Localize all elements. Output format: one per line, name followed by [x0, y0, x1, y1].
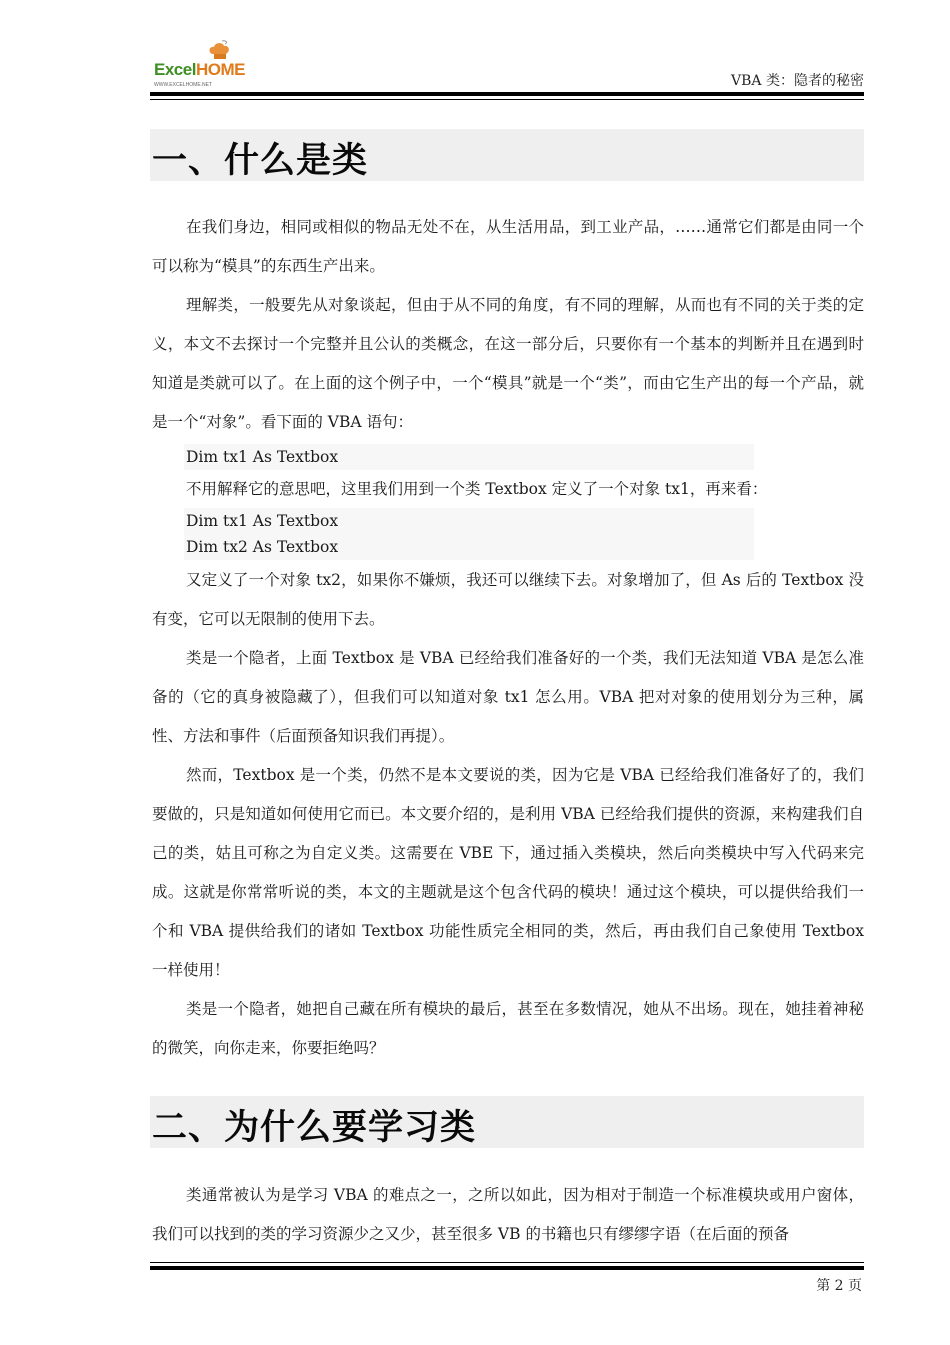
header-rule-thick — [150, 92, 864, 96]
code-line: Dim tx1 As Textbox — [186, 512, 339, 530]
code-line: Dim tx1 As Textbox — [186, 448, 339, 466]
code-block — [184, 508, 754, 560]
paragraph: 类是一个隐者，她把自己藏在所有模块的最后，甚至在多数情况，她从不出场。现在，她挂着神秘的微笑，向你走来，你要拒绝吗？ — [152, 1000, 864, 1057]
logo-wordmark: ExcelHOME — [154, 60, 245, 79]
footer-rule-thin — [150, 1262, 864, 1263]
document-title: VBA 类：隐者的秘密 — [731, 73, 864, 89]
excelhome-logo — [152, 40, 252, 88]
paragraph: 不用解释它的意思吧，这里我们用到一个类 Textbox 定义了一个对象 tx1，再来看： — [186, 480, 768, 498]
code-block — [184, 444, 754, 470]
footer-rule-thick — [150, 1266, 864, 1270]
paragraph: 类是一个隐者，上面 Textbox 是 VBA 已经给我们准备好的一个类，我们无法知道 VBA 是怎么准备的（它的真身被隐藏了），但我们可以知道对象 tx1 怎么用。VBA 把对对象的使用划分为三种，属性、方法和事件（后面预备知识我们再提）。 — [152, 649, 864, 745]
logo-chef-hat-icon — [204, 40, 234, 62]
code-line: Dim tx2 As Textbox — [186, 538, 339, 556]
section-heading-2: 二、为什么要学习类 — [150, 1096, 864, 1148]
header-rule-thin — [150, 99, 864, 100]
paragraph: 类通常被认为是学习 VBA 的难点之一，之所以如此，因为相对于制造一个标准模块或用户窗体，我们可以找到的类的学习资源少之又少，甚至很多 VB 的书籍也只有缪缪字语（在后面的预备 — [152, 1186, 864, 1243]
paragraph: 在我们身边，相同或相似的物品无处不在，从生活用品，到工业产品，……通常它们都是由同一个可以称为“模具”的东西生产出来。 — [152, 218, 864, 275]
section-heading-1: 一、什么是类 — [150, 129, 864, 181]
page-header — [150, 38, 864, 102]
paragraph: 理解类，一般要先从对象谈起，但由于从不同的角度，有不同的理解，从而也有不同的关于类的定义，本文不去探讨一个完整并且公认的类概念，在这一部分后，只要你有一个基本的判断并且在遇到时知道是类就可以了。在上面的这个例子中，一个“模具”就是一个“类”，而由它生产出的每一个产品，就是一个“对象”。看下面的 VBA 语句： — [152, 296, 864, 431]
page-number: 第 2 页 — [816, 1278, 862, 1294]
paragraph: 然而，Textbox 是一个类，仍然不是本文要说的类，因为它是 VBA 已经给我们准备好了的，我们要做的，只是知道如何使用它而已。本文要介绍的，是利用 VBA 已经给我们提供的资源，来构建我们自己的类，姑且可称之为自定义类。这需要在 VBE 下，通过插入类模块，然后向类模块中写入代码来完成。这就是你常常听说的类，本文的主题就是这个包含代码的模块！通过这个模块，可以提供给我们一个和 VBA 提供给我们的诸如 Textbox 功能性质完全相同的类，然后，再由我们自己象使用 Textbox 一样使用！ — [152, 766, 864, 979]
logo-url: WWW.EXCELHOME.NET — [154, 82, 213, 88]
paragraph: 又定义了一个对象 tx2，如果你不嫌烦，我还可以继续下去。对象增加了，但 As 后的 Textbox 没有变，它可以无限制的使用下去。 — [152, 571, 864, 628]
